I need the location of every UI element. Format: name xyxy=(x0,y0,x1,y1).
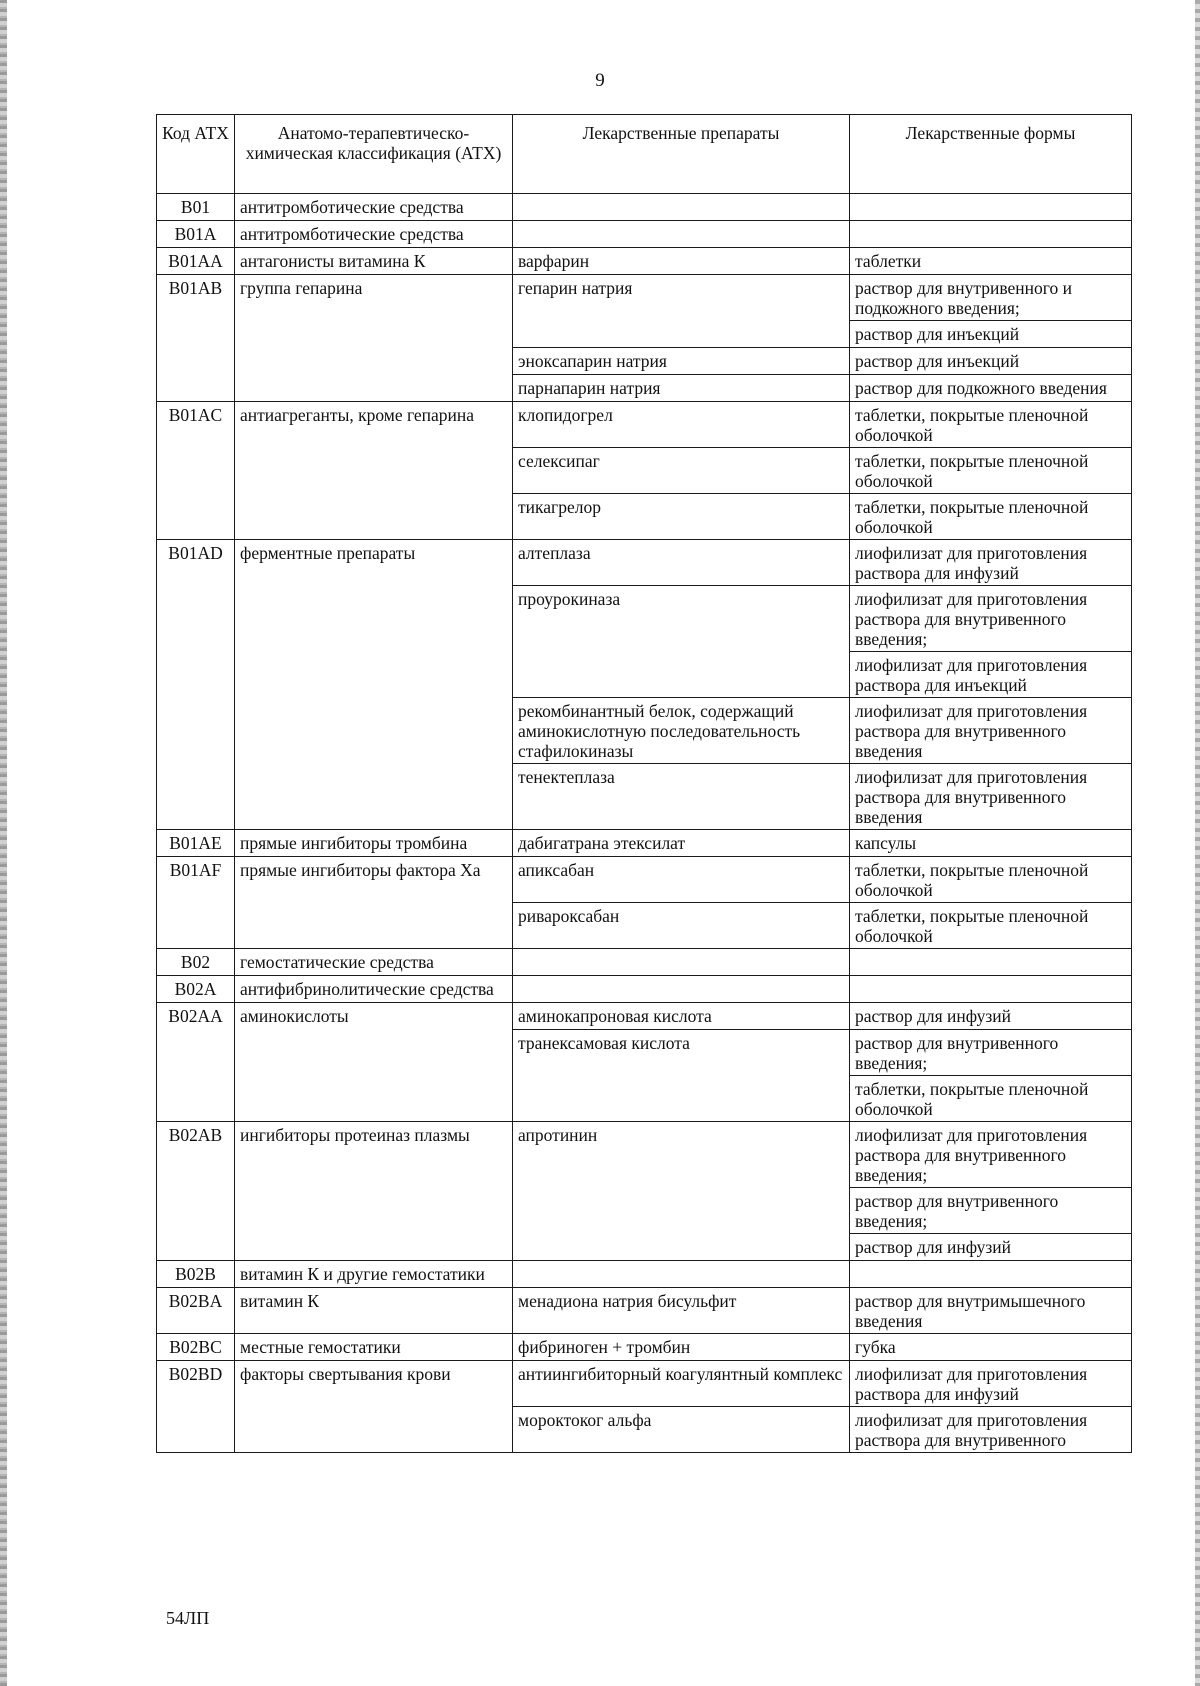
dosage-form-cell: раствор для инфузий xyxy=(850,1003,1132,1030)
classification-cell: витамин К и другие гемостатики xyxy=(235,1261,513,1288)
drug-name-cell xyxy=(513,221,850,248)
table-row xyxy=(157,1122,1132,1188)
classification-cell: антитромботические средства xyxy=(235,221,513,248)
atc-code-cell: B01AB xyxy=(157,275,235,402)
table-row xyxy=(157,1334,1132,1361)
dosage-form-cell: таблетки, покрытые пленочной оболочкой xyxy=(850,448,1132,494)
drug-name-cell: тенектеплаза xyxy=(513,764,850,830)
footer-code: 54ЛП xyxy=(166,1608,210,1628)
table-row xyxy=(157,1361,1132,1407)
classification-cell: антитромботические средства xyxy=(235,194,513,221)
classification-cell: прямые ингибиторы фактора Xa xyxy=(235,857,513,949)
drug-name-cell: апротинин xyxy=(513,1122,850,1261)
classification-cell: гемостатические средства xyxy=(235,949,513,976)
atc-code-cell: B01 xyxy=(157,194,235,221)
atc-code-cell: B02AA xyxy=(157,1003,235,1122)
atc-code-cell: B01AC xyxy=(157,402,235,540)
dosage-form-cell: раствор для подкожного введения xyxy=(850,375,1132,402)
dosage-form-cell: таблетки, покрытые пленочной оболочкой xyxy=(850,494,1132,540)
drug-name-cell xyxy=(513,976,850,1003)
dosage-form-cell xyxy=(850,1261,1132,1288)
dosage-form-cell xyxy=(850,194,1132,221)
drug-name-cell: ривароксабан xyxy=(513,903,850,949)
dosage-form-cell: лиофилизат для приготовления раствора для внутривенного введения; xyxy=(850,586,1132,652)
atc-code-cell: B01AF xyxy=(157,857,235,949)
atc-table xyxy=(156,114,1132,1453)
table-row xyxy=(157,194,1132,221)
dosage-form-cell: лиофилизат для приготовления раствора для внутривенного xyxy=(850,1407,1132,1453)
atc-code-cell: B02BC xyxy=(157,1334,235,1361)
dosage-form-cell: таблетки xyxy=(850,248,1132,275)
classification-cell: ингибиторы протеиназ плазмы xyxy=(235,1122,513,1261)
dosage-form-cell xyxy=(850,221,1132,248)
drug-name-cell: рекомбинантный белок, содержащий аминокислотную последовательность стафилокиназы xyxy=(513,698,850,764)
drug-name-cell: менадиона натрия бисульфит xyxy=(513,1288,850,1334)
drug-name-cell: парнапарин натрия xyxy=(513,375,850,402)
dosage-form-cell: губка xyxy=(850,1334,1132,1361)
dosage-form-cell: раствор для внутривенного и подкожного введения; xyxy=(850,275,1132,321)
dosage-form-cell: раствор для инфузий xyxy=(850,1234,1132,1261)
page-number: 9 xyxy=(595,70,605,91)
dosage-form-cell: раствор для внутримышечного введения xyxy=(850,1288,1132,1334)
atc-code-cell: B02BD xyxy=(157,1361,235,1453)
dosage-form-cell: капсулы xyxy=(850,830,1132,857)
table-row xyxy=(157,857,1132,903)
classification-cell: группа гепарина xyxy=(235,275,513,402)
atc-code-cell: B02 xyxy=(157,949,235,976)
drug-name-cell: варфарин xyxy=(513,248,850,275)
table-row xyxy=(157,976,1132,1003)
drug-name-cell: фибриноген + тромбин xyxy=(513,1334,850,1361)
drug-name-cell: мороктоког альфа xyxy=(513,1407,850,1453)
classification-cell: витамин К xyxy=(235,1288,513,1334)
drug-name-cell: тикагрелор xyxy=(513,494,850,540)
drug-name-cell: антиингибиторный коагулянтный комплекс xyxy=(513,1361,850,1407)
dosage-form-cell: лиофилизат для приготовления раствора для инфузий xyxy=(850,540,1132,586)
table-row xyxy=(157,540,1132,586)
table-header-row xyxy=(157,115,1132,194)
table-row xyxy=(157,1261,1132,1288)
header-forms: Лекарственные формы xyxy=(850,115,1132,194)
table-row xyxy=(157,1003,1132,1030)
atc-code-cell: B02BA xyxy=(157,1288,235,1334)
header-drugs: Лекарственные препараты xyxy=(513,115,850,194)
dosage-form-cell: лиофилизат для приготовления раствора для внутривенного введения; xyxy=(850,1122,1132,1188)
dosage-form-cell: лиофилизат для приготовления раствора для внутривенного введения xyxy=(850,764,1132,830)
table-row xyxy=(157,1288,1132,1334)
classification-cell: местные гемостатики xyxy=(235,1334,513,1361)
drug-name-cell: селексипаг xyxy=(513,448,850,494)
classification-cell: антифибринолитические средства xyxy=(235,976,513,1003)
drug-name-cell: аминокапроновая кислота xyxy=(513,1003,850,1030)
atc-code-cell: B01AA xyxy=(157,248,235,275)
drug-name-cell: дабигатрана этексилат xyxy=(513,830,850,857)
dosage-form-cell: таблетки, покрытые пленочной оболочкой xyxy=(850,402,1132,448)
header-classification: Анатомо-терапевтическо-химическая классификация (АТХ) xyxy=(235,115,513,194)
table-row xyxy=(157,402,1132,448)
drug-name-cell xyxy=(513,194,850,221)
dosage-form-cell xyxy=(850,949,1132,976)
drug-name-cell: транексамовая кислота xyxy=(513,1030,850,1122)
dosage-form-cell: таблетки, покрытые пленочной оболочкой xyxy=(850,857,1132,903)
dosage-form-cell: раствор для внутривенного введения; xyxy=(850,1188,1132,1234)
header-code: Код АТХ xyxy=(157,115,235,194)
dosage-form-cell: таблетки, покрытые пленочной оболочкой xyxy=(850,903,1132,949)
atc-code-cell: B01AE xyxy=(157,830,235,857)
table-row xyxy=(157,221,1132,248)
table-row xyxy=(157,248,1132,275)
dosage-form-cell: раствор для внутривенного введения; xyxy=(850,1030,1132,1076)
table-row xyxy=(157,949,1132,976)
drug-name-cell xyxy=(513,1261,850,1288)
drug-name-cell: эноксапарин натрия xyxy=(513,348,850,375)
atc-code-cell: B02B xyxy=(157,1261,235,1288)
scan-edge-right xyxy=(1195,0,1200,1686)
atc-code-cell: B02A xyxy=(157,976,235,1003)
dosage-form-cell: лиофилизат для приготовления раствора для инъекций xyxy=(850,652,1132,698)
drug-name-cell: гепарин натрия xyxy=(513,275,850,348)
drug-name-cell: апиксабан xyxy=(513,857,850,903)
drug-name-cell xyxy=(513,949,850,976)
drug-name-cell: проурокиназа xyxy=(513,586,850,698)
drug-name-cell: алтеплаза xyxy=(513,540,850,586)
classification-cell: факторы свертывания крови xyxy=(235,1361,513,1453)
table-body xyxy=(157,194,1132,1453)
drug-name-cell: клопидогрел xyxy=(513,402,850,448)
classification-cell: прямые ингибиторы тромбина xyxy=(235,830,513,857)
dosage-form-cell: лиофилизат для приготовления раствора для инфузий xyxy=(850,1361,1132,1407)
dosage-form-cell: таблетки, покрытые пленочной оболочкой xyxy=(850,1076,1132,1122)
classification-cell: ферментные препараты xyxy=(235,540,513,830)
table-row xyxy=(157,830,1132,857)
classification-cell: антагонисты витамина К xyxy=(235,248,513,275)
classification-cell: аминокислоты xyxy=(235,1003,513,1122)
dosage-form-cell xyxy=(850,976,1132,1003)
atc-code-cell: B01AD xyxy=(157,540,235,830)
dosage-form-cell: лиофилизат для приготовления раствора для внутривенного введения xyxy=(850,698,1132,764)
dosage-form-cell: раствор для инъекций xyxy=(850,348,1132,375)
classification-cell: антиагреганты, кроме гепарина xyxy=(235,402,513,540)
scan-edge-left xyxy=(0,0,7,1686)
table-row xyxy=(157,275,1132,321)
dosage-form-cell: раствор для инъекций xyxy=(850,321,1132,348)
atc-code-cell: B02AB xyxy=(157,1122,235,1261)
atc-code-cell: B01A xyxy=(157,221,235,248)
